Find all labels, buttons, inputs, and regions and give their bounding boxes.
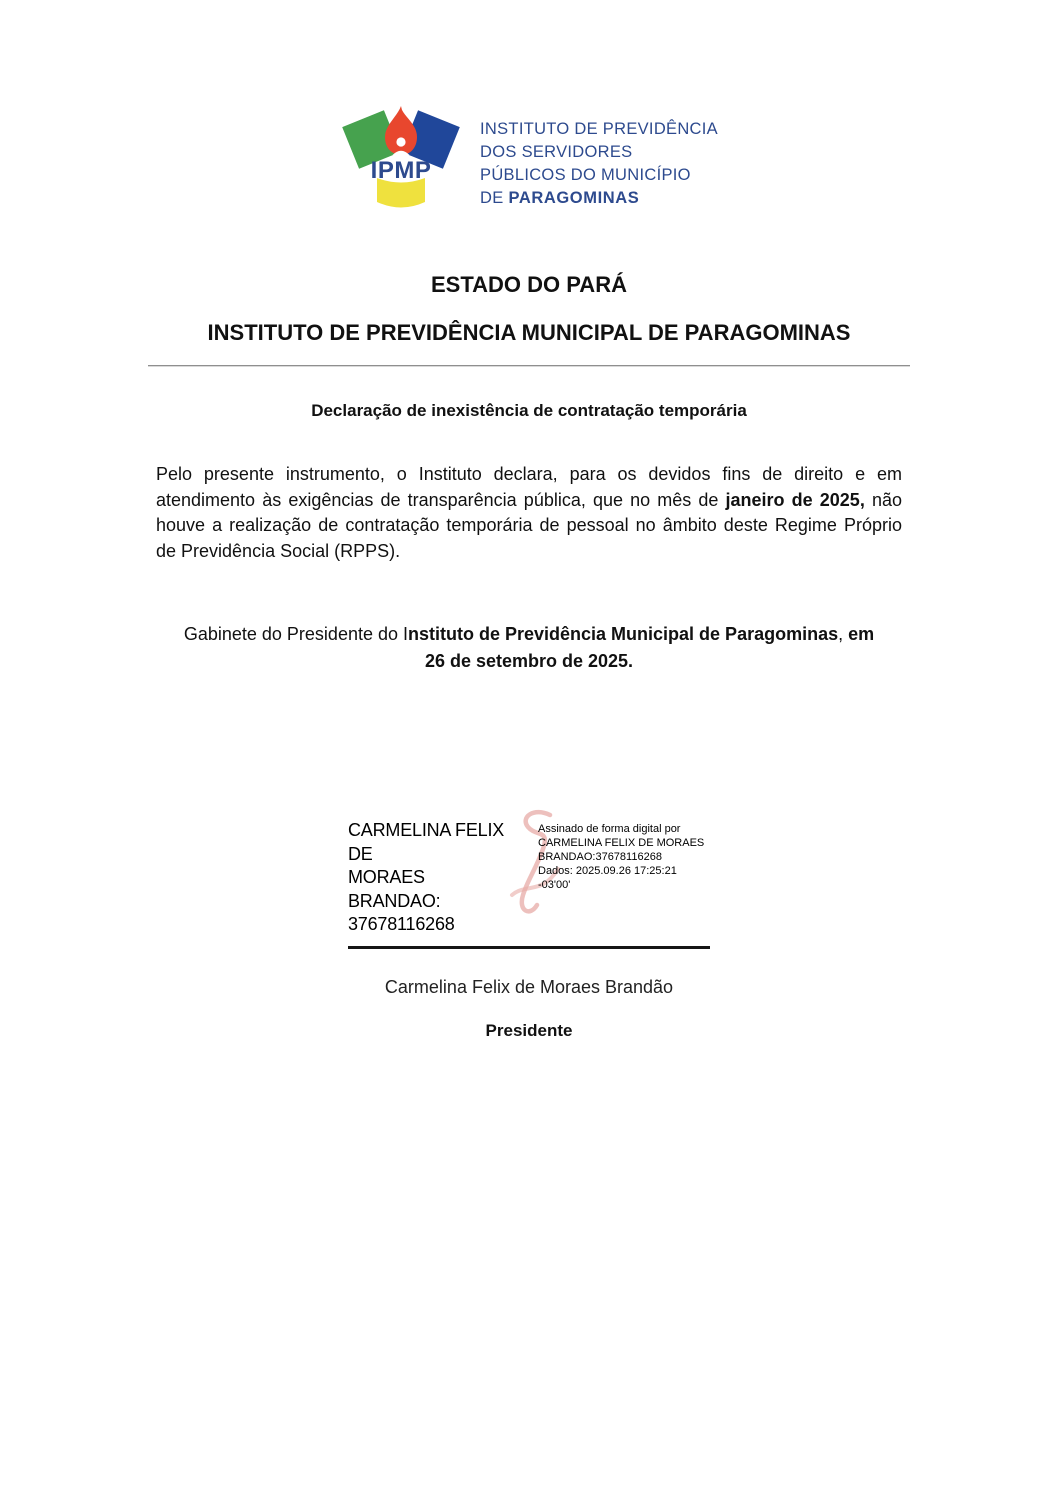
header-divider bbox=[148, 365, 910, 367]
signer-title: Presidente bbox=[485, 1020, 573, 1040]
org-name-line: DE PARAGOMINAS bbox=[480, 189, 640, 207]
document-title: Declaração de inexistência de contratação temporária bbox=[311, 401, 747, 420]
signature-row bbox=[348, 819, 710, 937]
org-name bbox=[480, 104, 718, 210]
signature-line bbox=[348, 946, 710, 949]
digital-signature-block bbox=[348, 819, 710, 949]
logo-flame-figure-head bbox=[396, 137, 405, 146]
ipmp-logo-icon bbox=[340, 104, 462, 222]
institute-heading: INSTITUTO DE PREVIDÊNCIA MUNICIPAL DE PARAGOMINAS bbox=[207, 320, 851, 345]
org-name-line: PÚBLICOS DO MUNICÍPIO bbox=[480, 166, 691, 184]
state-heading: ESTADO DO PARÁ bbox=[431, 272, 627, 297]
logo-acronym: IPMP bbox=[370, 157, 432, 184]
org-name-line: DOS SERVIDORES bbox=[480, 143, 633, 161]
signature-details: Assinado de forma digital por CARMELINA FELIX DE MORAES BRANDAO:37678116268 Dados: 2025.09.26 17:25:21 -03'00' bbox=[538, 823, 705, 891]
org-name-line: INSTITUTO DE PREVIDÊNCIA bbox=[480, 120, 718, 138]
declaration-paragraph bbox=[156, 462, 902, 564]
closing-date: 26 de setembro de 2025. bbox=[424, 651, 634, 671]
signature-certificate-name: CARMELINA FELIX DE MORAES BRANDAO: 37678116268 bbox=[348, 820, 505, 934]
signer-name: Carmelina Felix de Moraes Brandão bbox=[384, 976, 674, 997]
closing-paragraph: Gabinete do Presidente do Instituto de Previdência Municipal de Paragominas, em 26 de setembro de 2025. bbox=[183, 624, 875, 671]
declaration-bold-month: janeiro de 2025, bbox=[725, 489, 865, 510]
declaration-text: Pelo presente instrumento, o Instituto declara, para os devidos fins de direito e em atendimento às exigências de transparência pública, que no mês de bbox=[156, 464, 902, 510]
org-logo bbox=[0, 0, 1058, 222]
logo-flame-icon bbox=[385, 106, 417, 155]
declaration-text: não houve a realização de contratação temporária de pessoal no âmbito deste Regime Próprio de Previdência Social (RPPS). bbox=[156, 489, 902, 561]
